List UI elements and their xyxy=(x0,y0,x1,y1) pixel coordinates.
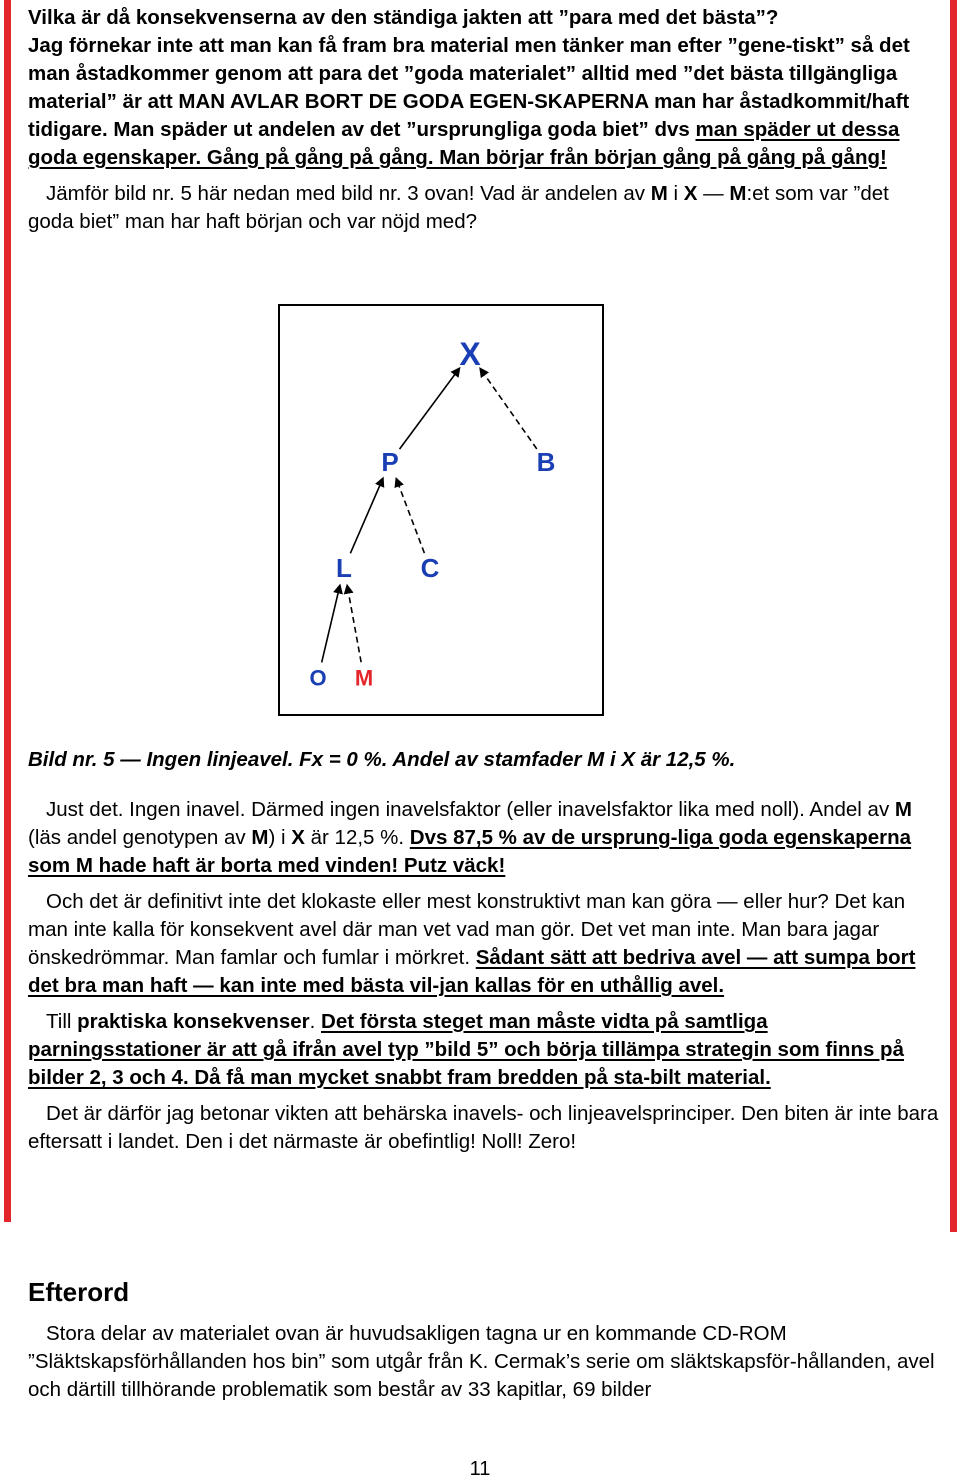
node-O: O xyxy=(309,665,327,691)
paragraph-no-inbreeding: Just det. Ingen inavel. Därmed ingen inavelsfaktor (eller inavelsfaktor lika med noll). Andel av M (läs andel genotypen av M) i X är 12,5 %. Dvs 87,5 % av de ursprung-liga goda egenskaperna som M hade haft är borta med vinden! Putz väck! xyxy=(28,798,912,877)
node-X: X xyxy=(459,336,481,372)
efterord-section xyxy=(28,1320,940,1404)
node-P: P xyxy=(381,447,399,477)
edge-O-L xyxy=(322,586,340,663)
left-margin-bar xyxy=(4,0,11,1222)
upper-text xyxy=(28,4,940,236)
edge-M-L xyxy=(347,586,361,663)
paragraph-practical: Till praktiska konsekvenser. Det första steget man måste vidta på samtliga parningsstationer är att gå ifrån avel typ ”bild 5” och börja tillämpa strategin som finns på bilder 2, 3 och 4. Då få man mycket snabbt fram bredden på sta-bilt material. xyxy=(28,1010,904,1089)
edge-P-X xyxy=(400,368,460,449)
edge-C-P xyxy=(396,479,424,553)
node-B: B xyxy=(536,447,556,477)
argument-underlined: man späder ut dessa goda egenskaper. Gång på gång på gång. Man börjar från början gång på gång på gång! xyxy=(28,118,900,169)
paragraph-compare: Jämför bild nr. 5 här nedan med bild nr. 3 ovan! Vad är andelen av M i X — M:et som var ”det goda biet” man har haft början och var nöjd med? xyxy=(28,182,889,233)
page-number: 11 xyxy=(469,1458,491,1480)
efterord-text: Stora delar av materialet ovan är huvudsakligen tagna ur en kommande CD-ROM ”Släktskapsförhållanden hos bin” som utgår från K. Cermak’s serie om släktskapsför-hållanden, avel och därtill tillhörande problematik som består av 33 kapitlar, 69 bilder xyxy=(28,1322,935,1401)
efterord-heading: Efterord xyxy=(28,1277,130,1307)
pedigree-diagram xyxy=(280,306,602,714)
edge-B-X xyxy=(480,369,536,449)
pedigree-figure xyxy=(278,304,604,716)
paragraph-question xyxy=(28,4,940,172)
figure-caption: Bild nr. 5 — Ingen linjeavel. Fx = 0 %. Andel av stamfader M i X är 12,5 %. xyxy=(28,748,736,771)
paragraph-emphasis: Det är därför jag betonar vikten att behärska inavels- och linjeavelsprinciper. Den biten är inte bara eftersatt i landet. Den i det närmaste är obefintlig! Noll! Zero! xyxy=(28,1102,939,1153)
node-L: L xyxy=(336,553,352,583)
node-C: C xyxy=(420,553,440,583)
paragraph-not-wise: Och det är definitivt inte det klokaste eller mest konstruktivt man kan göra — eller hur? Det kan man inte kalla för konsekvent avel där man vet vad man gör. Det vet man inte. Man bara jagar önskedrömmar. Man famlar och fumlar i mörkret. Sådant sätt att bedriva avel — att sumpa bort det bra man haft — kan inte med bästa vil-jan kallas för en uthållig avel. xyxy=(28,890,916,997)
argument-text: Jag förnekar inte att man kan få fram bra material men tänker man efter ”gene-tiskt” så det man åstadkommer genom att para det ”goda materialet” alltid med ”det bästa tillgängliga material” är att MAN AVLAR BORT DE GODA EGEN-SKAPERNA man har åstadkommit/haft tidigare. Man späder ut andelen av det ”ursprungliga goda biet” dvs xyxy=(28,34,910,141)
question-line: Vilka är då konsekvenserna av den ständiga jakten att ”para med det bästa”? xyxy=(28,6,779,29)
right-margin-bar xyxy=(950,0,957,1232)
edge-L-P xyxy=(350,479,382,554)
node-M: M xyxy=(354,665,374,691)
lower-text xyxy=(28,796,940,1156)
